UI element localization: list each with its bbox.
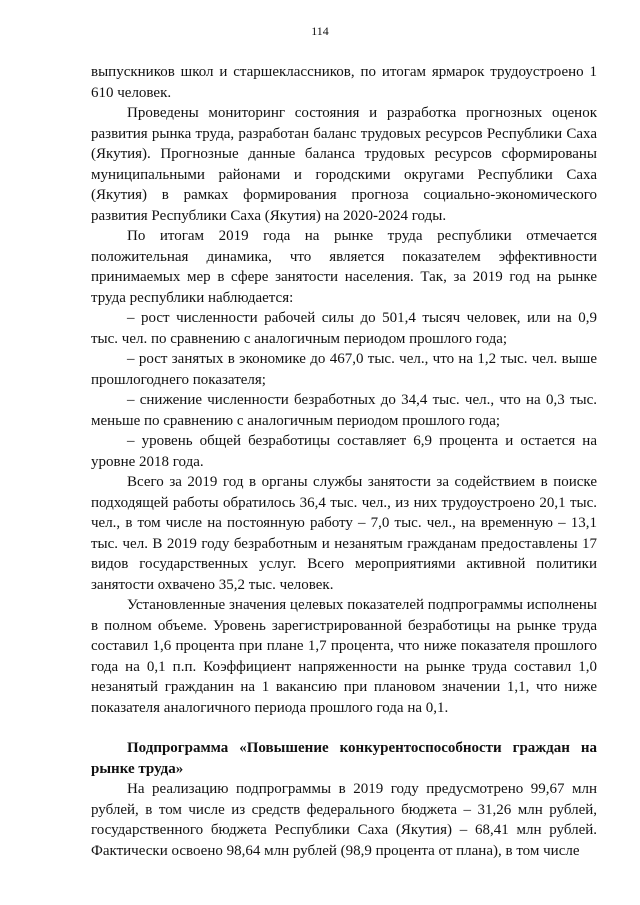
list-item-unemployed: – снижение численности безработных до 34,4 тыс. чел., что на 0,3 тыс. меньше по сравнению с аналогичным периодом прошлого года; xyxy=(91,392,597,429)
list-item-unemployment-rate: – уровень общей безработицы составляет 6,9 процента и остается на уровне 2018 года. xyxy=(91,433,597,470)
paragraph-target-indicators: Установленные значения целевых показателей подпрограммы исполнены в полном объеме. Уровень зарегистрированной безработицы на рынке труда составил 1,6 процента при плане 1,7 процента, что ниже показателя прошлого года на 0,1 п.п. Коэффициент напряженности на рынке труда составил 1,0 незанятый гражданин на 1 вакансию при плановом значении 1,1, что ниже показателя аналогичного периода прошлого года на 0,1. xyxy=(91,597,597,716)
list-item-employed: – рост занятых в экономике до 467,0 тыс. чел., что на 1,2 тыс. чел. выше прошлогоднего показателя; xyxy=(91,351,597,388)
paragraph-employment-service: Всего за 2019 год в органы службы занятости за содействием в поиске подходящей работы обратилось 36,4 тыс. чел., из них трудоустроено 20,1 тыс. чел., в том числе на постоянную работу – 7,0 тыс. чел., на временную – 13,1 тыс. чел. В 2019 году безработным и незанятым гражданам предоставлены 17 видов государственных услуг. Всего мероприятиями активной политики занятости охвачено 35,2 тыс. человек. xyxy=(91,474,597,593)
page-number: 114 xyxy=(311,24,329,38)
paragraph-continuation: выпускников школ и старшеклассников, по итогам ярмарок трудоустроено 1 610 человек. xyxy=(91,64,597,101)
document-body xyxy=(91,62,597,861)
list-item-labor-force: – рост численности рабочей силы до 501,4 тысяч человек, или на 0,9 тыс. чел. по сравнению с аналогичным периодом прошлого года; xyxy=(91,310,597,347)
paragraph-results-2019: По итогам 2019 года на рынке труда республики отмечается положительная динамика, что является показателем эффективности принимаемых мер в сфере занятости населения. Так, за 2019 год на рынке труда республики наблюдается: xyxy=(91,228,597,306)
paragraph-monitoring: Проведены мониторинг состояния и разработка прогнозных оценок развития рынка труда, разработан баланс трудовых ресурсов Республики Саха (Якутия). Прогнозные данные баланса трудовых ресурсов сформированы муниципальными районами и городскими округами Республики Саха (Якутия) в рамках формирования прогноза социально-экономического развития Республики Саха (Якутия) на 2020-2024 годы. xyxy=(91,105,597,224)
section-heading: Подпрограмма «Повышение конкурентоспособности граждан на рынке труда» xyxy=(91,740,597,777)
paragraph-funding: На реализацию подпрограммы в 2019 году предусмотрено 99,67 млн рублей, в том числе из средств федерального бюджета – 31,26 млн рублей, государственного бюджета Республики Саха (Якутия) – 68,41 млн рублей. Фактически освоено 98,64 млн рублей (98,9 процента от плана), в том числе xyxy=(91,781,597,859)
